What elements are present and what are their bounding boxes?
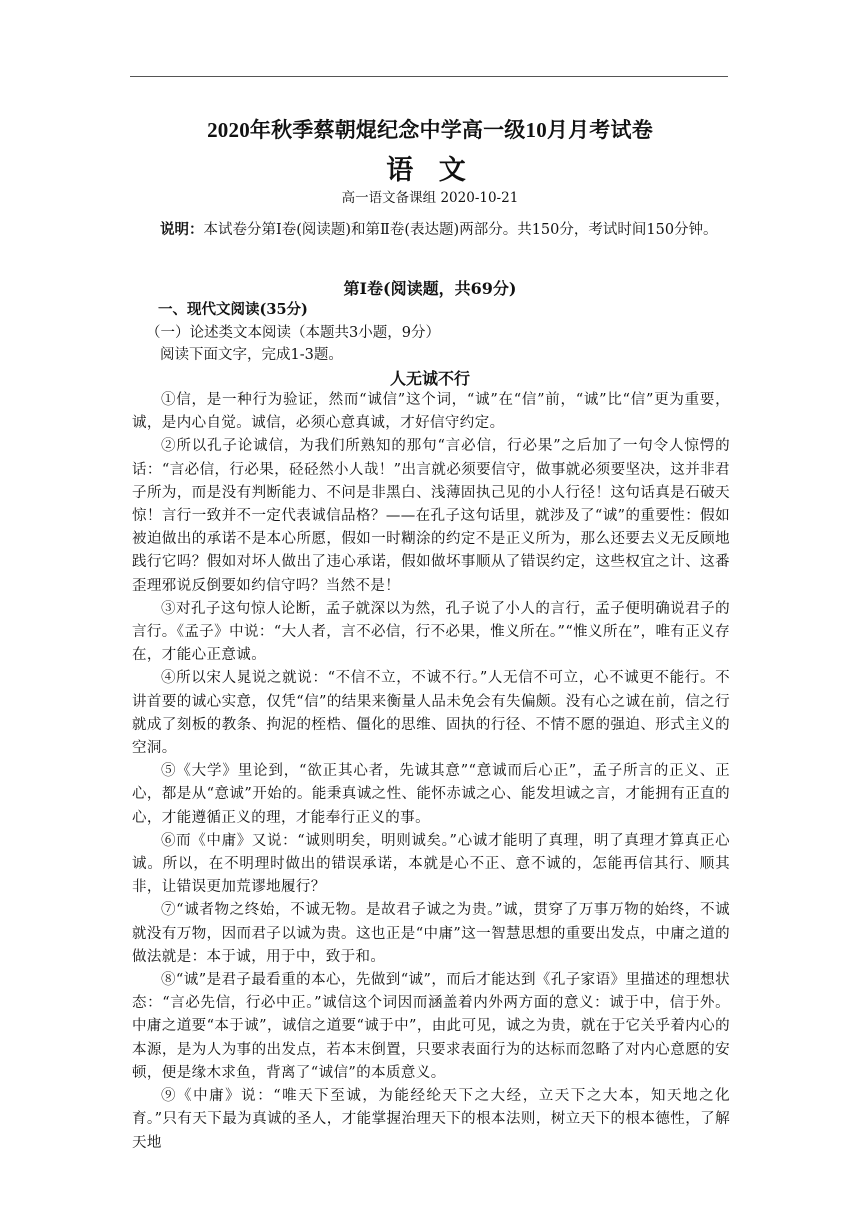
essay-paragraph: ⑨《中庸》说：“唯天下至诚，为能经纶天下之大经，立天下之大本，知天地之化育。”只有天下最为真诚的圣人，才能掌握治理天下的根本法则，树立天下的根本德性，了解天地 [132,1088,730,1151]
exam-meta: 高一语文备课组 2020-10-21 [341,190,519,206]
essay-paragraph: ②所以孔子论诚信，为我们所熟知的那句“言必信，行必果”之后加了一句令人惊愕的话：“言必信，行必果，硁硁然小人哉！”出言就必须要信守，做事就必须要坚决，这并非君子所为，而是没有判断能力、不问是非黑白、浅薄固执己见的小人行径！这句话真是石破天惊！言行一致并不一定代表诚信品格？——在孔子这句话里，就涉及了“诚”的重要性：假如被迫做出的承诺不是本心所愿，假如一时糊涂的约定不是正义所为，那么还要去义无反顾地践行它吗？假如对坏人做出了违心承诺，假如做坏事顺从了错误约定，这些权宜之计、这番歪理邪说反倒要如约信守吗？当然不是！ [132,438,730,594]
essay-paragraph: ⑤《大学》里论到，“欲正其心者，先诚其意”“意诚而后心正”，孟子所言的正义、正心，都是从“意诚”开始的。能秉真诚之性、能怀赤诚之心、能发坦诚之言，才能拥有正直的心，才能遵循正义的理，才能奉行正义的事。 [132,763,730,826]
essay-paragraph: ④所以宋人晁说之就说：“不信不立，不诚不行。”人无信不可立，心不诚更不能行。不讲首要的诚心实意，仅凭“信”的结果来衡量人品未免会有失偏颇。没有心之诚在前，信之行就成了刻板的教条、拘泥的桎梏、僵化的思维、固执的行径、不情不愿的强迫、形式主义的空洞。 [132,670,730,757]
essay-body [132,389,730,1155]
essay-title: 人无诚不行 [389,369,470,388]
instructions-text: 本试卷分第Ⅰ卷(阅读题)和第Ⅱ卷(表达题)两部分。共150分，考试时间150分钟。 [203,222,718,238]
section-heading: 一、现代文阅读(35分) [158,301,308,318]
essay-paragraph: ③对孔子这句惊人论断，孟子就深以为然，孔子说了小人的言行，孟子便明确说君子的言行。《孟子》中说：“大人者，言不必信，行不必果，惟义所在。”“惟义所在”，唯有正义存在，才能心正意诚。 [132,600,730,664]
essay-paragraph: ⑦“诚者物之终始，不诚无物。是故君子诚之为贵。”诚，贯穿了万事万物的始终，不诚就没有万物，因而君子以诚为贵。这也正是“中庸”这一智慧思想的重要出发点，中庸之道的做法就是：本于诚，用于中，致于和。 [132,902,730,965]
essay-paragraph: ⑧“诚”是君子最看重的本心，先做到“诚”，而后才能达到《孔子家语》里描述的理想状态：“言必先信，行必中正。”诚信这个词因而涵盖着内外两方面的意义：诚于中，信于外。中庸之道要“本于诚”，诚信之道要“诚于中”，由此可见，诚之为贵，就在于它关乎着内心的本源，是为人为事的出发点，若本末倒置，只要求表面行为的达标而忽略了对内心意愿的安顿，便是缘木求鱼，背离了“诚信”的本质意义。 [132,972,730,1081]
part-title: 第Ⅰ卷(阅读题，共69分) [343,279,517,298]
exam-title: 2020年秋季蔡朝焜纪念中学高一级10月月考试卷 [207,118,653,142]
instructions-label: 说明： [160,221,204,238]
subject-title: 语 文 [386,155,474,186]
exam-instructions [132,218,730,242]
reading-instruction: 阅读下面文字，完成1-3题。 [160,347,343,363]
essay-paragraph: ⑥而《中庸》又说：“诚则明矣，明则诚矣。”心诚才能明了真理，明了真理才算真正心诚。所以，在不明理时做出的错误承诺，本就是心不正、意不诚的，怎能再信其行、顺其非，让错误更加荒谬地履行？ [132,832,730,896]
subsection-heading: （一）论述类文本阅读（本题共3小题，9分） [146,325,440,341]
header-rule [130,76,728,77]
essay-paragraph: ①信，是一种行为验证，然而“诚信”这个词，“诚”在“信”前，“诚”比“信”更为重要，诚，是内心自觉。诚信，必须心意真诚，才好信守约定。 [132,392,730,432]
